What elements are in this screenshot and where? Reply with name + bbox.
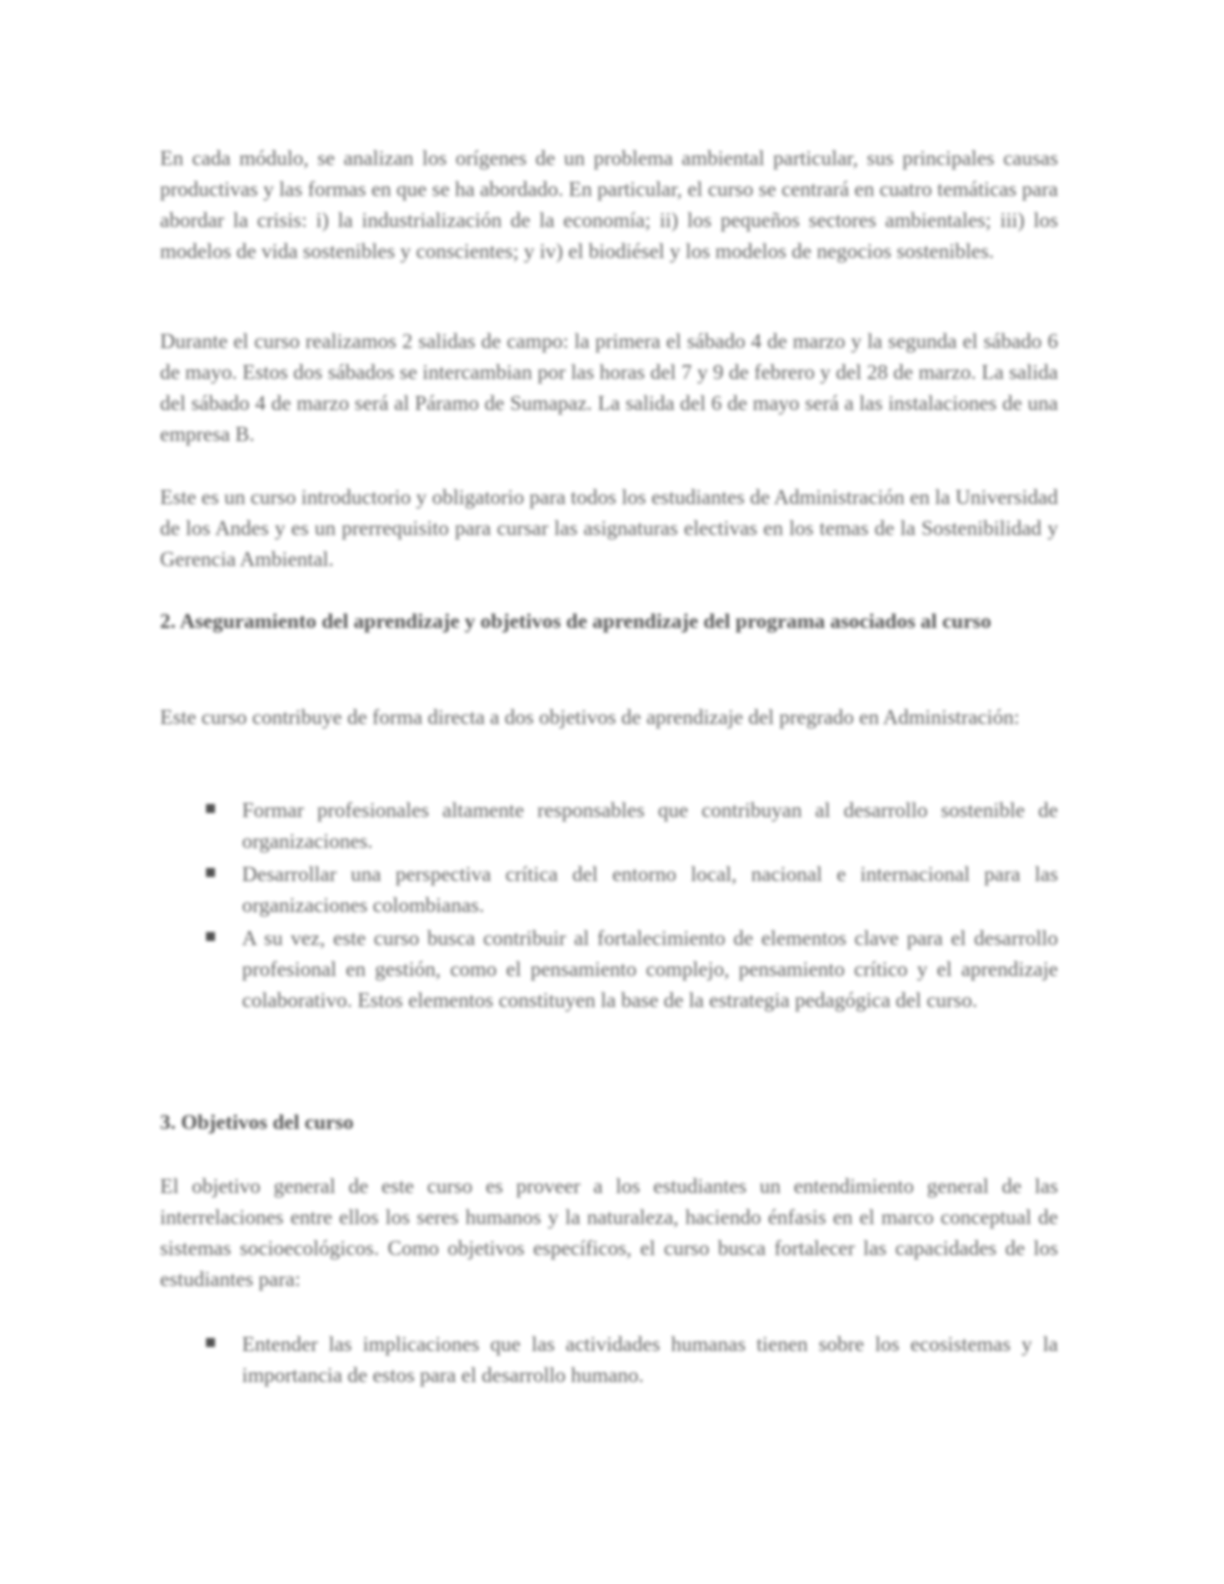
- section3-intro-paragraph: El objetivo general de este curso es proveer a los estudiantes un entendimiento general de las interrelaciones entre ellos los seres humanos y la naturaleza, haciendo énfasis en el marco conceptual de sistemas socioecológicos. Como objetivos específicos, el curso busca fortalecer las capacidades de los estudiantes para:: [160, 1174, 1058, 1291]
- square-bullet-icon: [206, 1338, 215, 1347]
- list-item-text: Entender las implicaciones que las actividades humanas tienen sobre los ecosistemas y la importancia de estos para el desarrollo humano.: [242, 1332, 1058, 1387]
- list-item: [160, 859, 1058, 921]
- course-objectives-list: [160, 1329, 1058, 1393]
- list-item: [160, 1329, 1058, 1391]
- program-objectives-list: [160, 795, 1058, 1018]
- list-item: [160, 923, 1058, 1016]
- mandatory-course-paragraph: Este es un curso introductorio y obligatorio para todos los estudiantes de Administración en la Universidad de los Andes y es un prerrequisito para cursar las asignaturas electivas en los temas de la Sostenibilidad y Gerencia Ambiental.: [160, 485, 1058, 571]
- list-item: [160, 795, 1058, 857]
- list-item-text: A su vez, este curso busca contribuir al fortalecimiento de elementos clave para el desarrollo profesional en gestión, como el pensamiento complejo, pensamiento crítico y el aprendizaje colaborativo. Estos elementos constituyen la base de la estrategia pedagógica del curso.: [242, 926, 1058, 1012]
- square-bullet-icon: [206, 932, 215, 941]
- list-item-text: Desarrollar una perspectiva crítica del entorno local, nacional e internacional para las organizaciones colombianas.: [242, 862, 1058, 917]
- section2-intro-paragraph: Este curso contribuye de forma directa a dos objetivos de aprendizaje del pregrado en Administración:: [160, 705, 1020, 729]
- section-heading-learning-assurance: 2. Aseguramiento del aprendizaje y objetivos de aprendizaje del programa asociados al curso: [160, 609, 992, 633]
- section-heading-course-objectives: 3. Objetivos del curso: [160, 1110, 354, 1134]
- list-item-text: Formar profesionales altamente responsables que contribuyan al desarrollo sostenible de organizaciones.: [242, 798, 1058, 853]
- square-bullet-icon: [206, 804, 215, 813]
- intro-paragraph: En cada módulo, se analizan los orígenes de un problema ambiental particular, sus principales causas productivas y las formas en que se ha abordado. En particular, el curso se centrará en cuatro temáticas para abordar la crisis: i) la industrialización de la economía; ii) los pequeños sectores ambientales; iii) los modelos de vida sostenibles y conscientes; y iv) el biodiésel y los modelos de negocios sostenibles.: [160, 146, 1058, 263]
- square-bullet-icon: [206, 868, 215, 877]
- document-content: [160, 0, 1058, 1584]
- field-trips-paragraph: Durante el curso realizamos 2 salidas de campo: la primera el sábado 4 de marzo y la segunda el sábado 6 de mayo. Estos dos sábados se intercambian por las horas del 7 y 9 de febrero y del 28 de marzo. La salida del sábado 4 de marzo será al Páramo de Sumapaz. La salida del 6 de mayo será a las instalaciones de una empresa B.: [160, 329, 1058, 446]
